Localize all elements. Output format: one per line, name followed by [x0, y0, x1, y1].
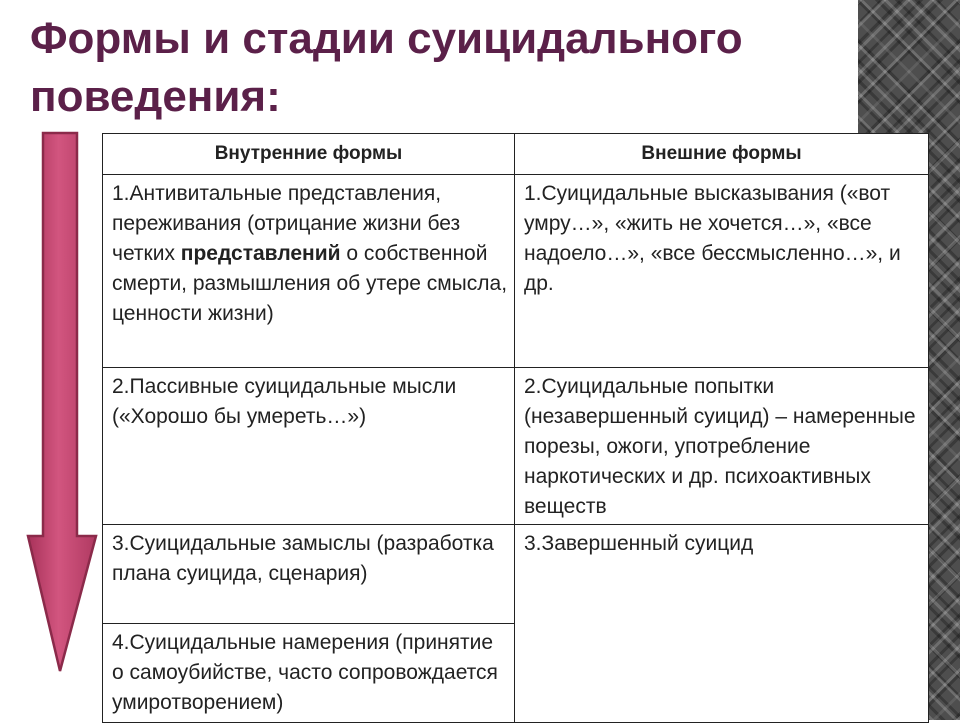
internal-form-1-text: 1.Антивитальные представления, переживания (отрицание жизни без четких — [112, 182, 461, 265]
table-row — [103, 525, 929, 624]
down-arrow-icon — [26, 128, 100, 676]
header-internal-forms: Внутренние формы — [103, 134, 515, 175]
external-form-cell-1: 1.Суицидальные высказывания («вот умру…», «жить не хочется…», «все надоело…», «все бессмысленно…», и др. — [515, 175, 929, 368]
internal-form-cell-1 — [103, 175, 515, 368]
table-header-row — [103, 134, 929, 175]
slide-title: Формы и стадии суицидального поведения: — [30, 14, 743, 121]
forms-table — [102, 133, 929, 723]
table-row — [103, 175, 929, 368]
table-row — [103, 368, 929, 525]
internal-form-1-text-cont: о собственной смерти, размышления об утере смысла, ценности жизни) — [112, 242, 508, 325]
external-form-cell-2: 2.Суицидальные попытки (незавершенный суицид) – намеренные порезы, ожоги, употребление наркотических и др. психоактивных веществ — [515, 368, 929, 525]
header-external-forms: Внешние формы — [515, 134, 929, 175]
external-form-cell-3: 3.Завершенный суицид — [515, 525, 929, 723]
internal-form-cell-2: 2.Пассивные суицидальные мысли («Хорошо бы умереть…») — [103, 368, 515, 525]
internal-form-cell-4: 4.Суицидальные намерения (принятие о самоубийстве, часто сопровождается умиротворением) — [103, 624, 515, 723]
internal-form-1-bold-text: представлений — [180, 242, 341, 265]
internal-form-cell-3: 3.Суицидальные замыслы (разработка плана суицида, сценария) — [103, 525, 515, 624]
